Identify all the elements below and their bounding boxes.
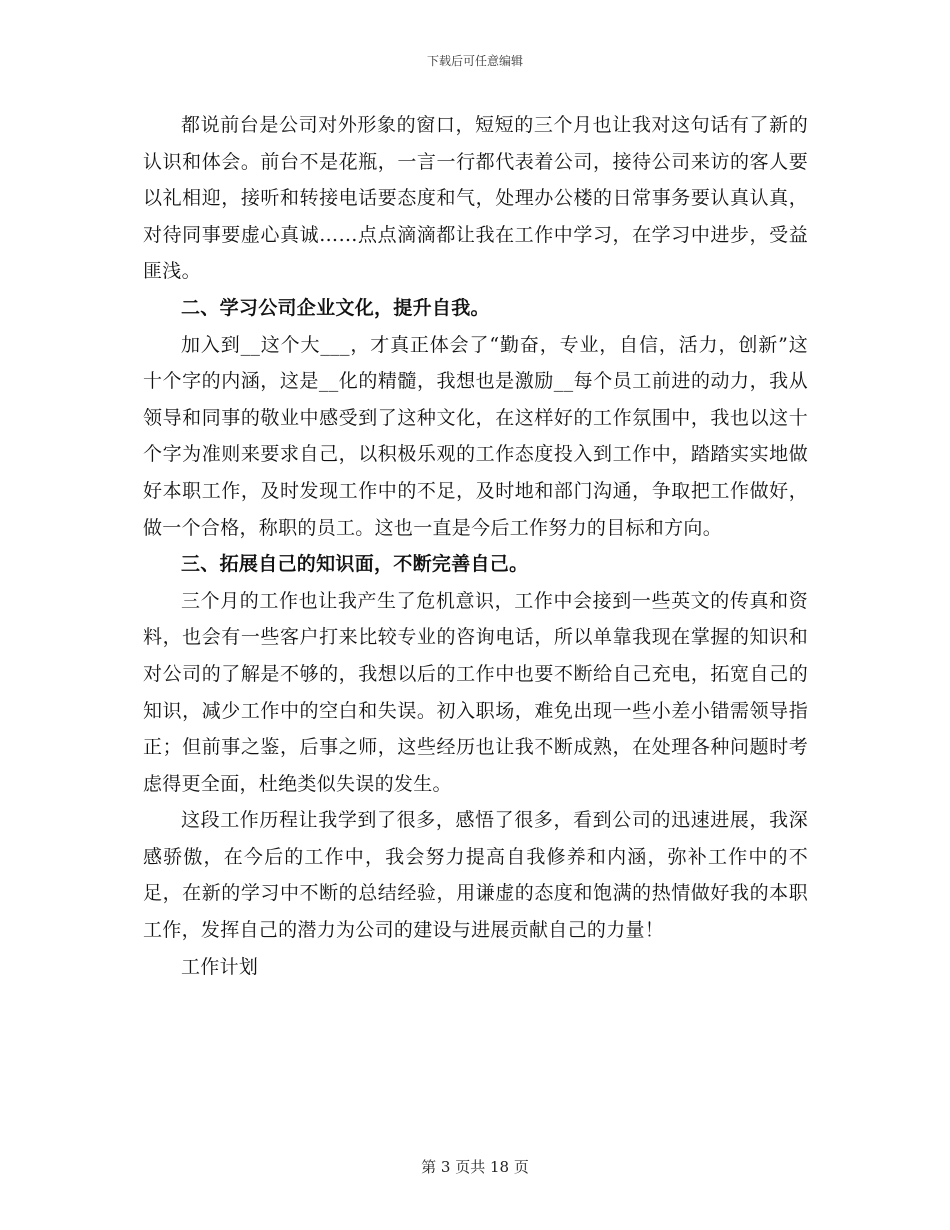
paragraph-work-plan: 工作计划 <box>181 955 259 978</box>
document-body <box>143 107 808 985</box>
paragraph-conclusion: 这段工作历程让我学到了很多，感悟了很多，看到公司的迅速进展，我深感骄傲，在今后的工作中，我会努力提高自我修养和内涵，弥补工作中的不足，在新的学习中不断的总结经验，用谦虚的态度和饱满的热情做好我的本职工作，发挥自己的潜力为公司的建设与进展贡献自己的力量！ <box>143 809 808 942</box>
paragraph-knowledge: 三个月的工作也让我产生了危机意识，工作中会接到一些英文的传真和资料，也会有一些客户打来比较专业的咨询电话，所以单靠我现在掌握的知识和对公司的了解是不够的，我想以后的工作中也要不断给自己充电，拓宽自己的知识，减少工作中的空白和失误。初入职场，难免出现一些小差小错需领导指正；但前事之鉴，后事之师，这些经历也让我不断成熟，在处理各种问题时考虑得更全面，杜绝类似失误的发生。 <box>143 589 808 795</box>
page-header: 下载后可任意编辑 <box>426 54 523 68</box>
paragraph-front-desk: 都说前台是公司对外形象的窗口，短短的三个月也让我对这句话有了新的认识和体会。前台不是花瓶，一言一行都代表着公司，接待公司来访的客人要以礼相迎，接听和转接电话要态度和气，处理办公楼的日常事务要认真认真，对待同事要虚心真诚……点点滴滴都让我在工作中学习，在学习中进步，受益匪浅。 <box>143 114 808 283</box>
page-footer: 第 3 页共 18 页 <box>421 1158 529 1176</box>
paragraph-culture: 加入到__这个大___，才真正体会了“勤奋，专业，自信，活力，创新”这十个字的内涵，这是__化的精髓，我想也是激励__每个员工前进的动力，我从领导和同事的敬业中感受到了这种文化，在这样好的工作氛围中，我也以这十个字为准则来要求自己，以积极乐观的工作态度投入到工作中，踏踏实实地做好本职工作，及时发现工作中的不足，及时地和部门沟通，争取把工作做好，做一个合格，称职的员工。这也一直是今后工作努力的目标和方向。 <box>143 333 808 539</box>
section-heading-knowledge: 三、拓展自己的知识面，不断完善自己。 <box>181 553 529 576</box>
section-heading-culture: 二、学习公司企业文化，提升自我。 <box>181 296 490 319</box>
